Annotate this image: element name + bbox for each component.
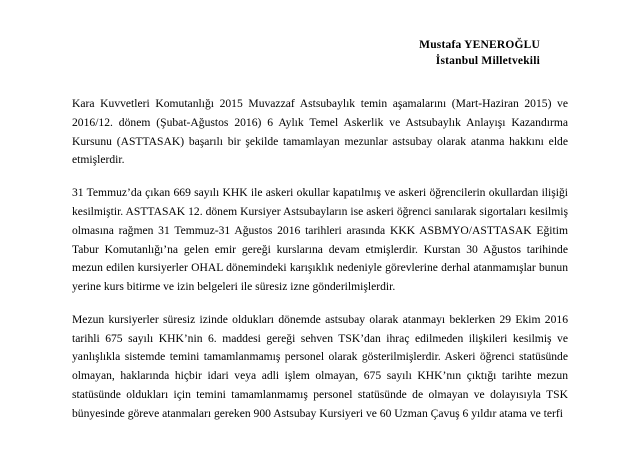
document-body xyxy=(72,95,568,424)
signature-title: İstanbul Milletvekili xyxy=(435,54,540,67)
signature-block xyxy=(72,38,568,69)
paragraph: 31 Temmuz’da çıkan 669 sayılı KHK ile askeri okullar kapatılmış ve askeri öğrencilerin okullardan ilişiği kesilmiştir. ASTTASAK 12. dönem Kursiyer Astsubayların ise askeri öğrenci sanılarak sigortaları kesilmiş olmasına rağmen 31 Temmuz-31 Ağustos 2016 tarihleri arasında KKK ASBMYO/ASTTASAK Eğitim Tabur Komutanlığı’na gelen emir gereği kurslarına devam etmişlerdir. Kurstan 30 Ağustos tarihinde mezun edilen kursiyerler OHAL dönemindeki karışıklık nedeniyle görevlerine derhal atanmamışlar bunun yerine kurs bitirme ve izin belgeleri ile süresiz izne gönderilmişlerdir. xyxy=(72,186,568,294)
document-page xyxy=(0,38,640,468)
paragraph: Kara Kuvvetleri Komutanlığı 2015 Muvazzaf Astsubaylık temin aşamalarını (Mart-Haziran 2015) ve 2016/12. dönem (Şubat-Ağustos 2016) 6 Aylık Temel Askerlik ve Astsubaylık Anlayışı Kazandırma Kursunu (ASTTASAK) başarılı bir şekilde tamamlayan mezunlar astsubay olarak atanma hakkını elde etmişlerdir. xyxy=(72,97,568,167)
signature-name: Mustafa YENEROĞLU xyxy=(419,39,540,51)
paragraph: Mezun kursiyerler süresiz izinde oldukları dönemde astsubay olarak atanmayı beklerken 29 Ekim 2016 tarihli 675 sayılı KHK’nin 6. maddesi gereği sehven TSK’dan ihraç edilmeden ilişkileri kesilmiş ve yanlışlıkla sistemde temini tamamlanmamış personel olarak gösterilmişlerdir. Askeri öğrenci statüsünde olmayan, haklarında hiçbir idari veya adli işlem olmayan, 675 sayılı KHK’nın çıktığı tarihte mezun statüsünde oldukları için temini tamamlanmamış personel statüsünde de olmayan ve dolayısıyla TSK bünyesinde göreve atanmaları gereken 900 Astsubay Kursiyeri ve 60 Uzman Çavuş 6 yıldır atama ve terfi xyxy=(72,312,568,420)
